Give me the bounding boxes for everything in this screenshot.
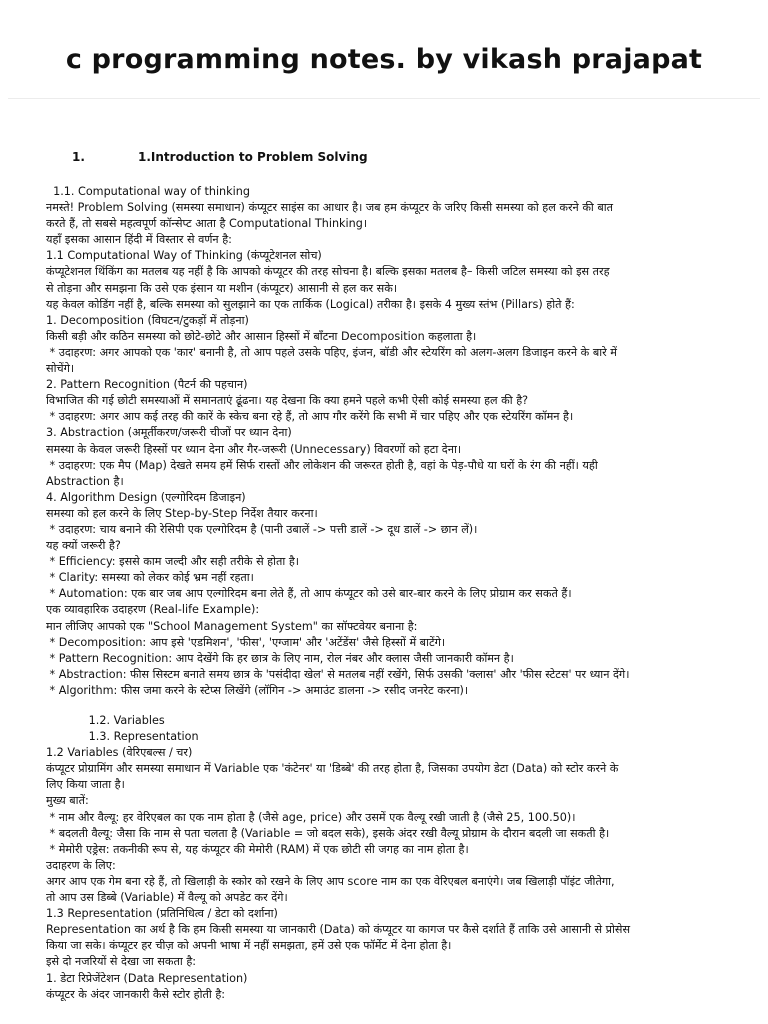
document-title: c programming notes. by vikash prajapat: [65, 44, 703, 75]
document-body: [46, 184, 760, 1003]
text-line: 1.1 Computational Way of Thinking (कंप्यूटेशनल सोच): [46, 249, 322, 263]
text-line: * उदाहरण: अगर आपको एक 'कार' बनानी है, तो आप पहले उसके पहिए, इंजन, बॉडी और स्टेयरिंग को अलग-अलग डिजाइन करने के बारे में: [46, 345, 617, 359]
text-line: * Clarity: समस्या को लेकर कोई भ्रम नहीं रहता।: [46, 571, 254, 585]
text-line: कंप्यूटेशनल थिंकिंग का मतलब यह नहीं है कि आपको कंप्यूटर की तरह सोचना है। बल्कि इसका मतलब है– किसी जटिल समस्या को इस तरह: [46, 265, 610, 279]
text-line: * Pattern Recognition: आप देखेंगे कि हर छात्र के लिए नाम, रोल नंबर और क्लास जैसी जानकारी कॉमन है।: [46, 651, 514, 665]
text-line: कंप्यूटर प्रोग्रामिंग और समस्या समाधान में Variable एक 'कंटेनर' या 'डिब्बे' की तरह होता है, जिसका उपयोग डेटा (Data) को स्टोर करने के: [46, 762, 619, 776]
text-line: * उदाहरण: एक मैप (Map) देखते समय हमें सिर्फ रास्तों और लोकेशन की जरूरत होती है, वहां के पेड़-पौधे या घरों के रंग की नहीं। यही: [46, 458, 598, 472]
section-number: 1.: [72, 150, 85, 164]
text-line: यह क्यों जरूरी है?: [46, 539, 121, 553]
text-line: 1. डेटा रिप्रेजेंटेशन (Data Representation): [46, 971, 248, 985]
text-line: समस्या को हल करने के लिए Step-by-Step निर्देश तैयार करना।: [46, 506, 318, 520]
section-1-1-text: [46, 184, 760, 699]
text-line: लिए किया जाता है।: [46, 778, 125, 792]
text-line: 4. Algorithm Design (एल्गोरिदम डिजाइन): [46, 490, 246, 504]
text-line: नमस्ते! Problem Solving (समस्या समाधान) कंप्यूटर साइंस का आधार है। जब हम कंप्यूटर के जरिए किसी समस्या को हल करने की बात: [46, 201, 614, 215]
text-line: * Algorithm: फीस जमा करने के स्टेप्स लिखेंगे (लॉगिन -> अमाउंट डालना -> रसीद जनरेट करना)।: [46, 683, 469, 697]
text-line: समस्या के केवल जरूरी हिस्सों पर ध्यान देना और गैर-जरूरी (Unnecessary) विवरणों को हटा देना।: [46, 442, 462, 456]
text-line: यह केवल कोडिंग नहीं है, बल्कि समस्या को सुलझाने का एक तार्किक (Logical) तरीका है। इसके 4 मुख्य स्तंभ (Pillars) होते हैं:: [46, 297, 575, 311]
text-line: * बदलती वैल्यू: जैसा कि नाम से पता चलता है (Variable = जो बदल सके), इसके अंदर रखी वैल्यू प्रोग्राम के दौरान बदली जा सकती है।: [46, 826, 610, 840]
text-line: Abstraction है।: [46, 474, 124, 488]
text-line: * Abstraction: फीस सिस्टम बनाते समय छात्र के 'पसंदीदा खेल' से मतलब नहीं रखेंगे, सिर्फ उसकी 'क्लास' और 'फीस स्टेटस' पर ध्यान देंगे।: [46, 667, 630, 681]
text-line: तो आप उस डिब्बे (Variable) में वैल्यू को अपडेट कर देंगे।: [46, 891, 288, 905]
text-line: यहाँ इसका आसान हिंदी में विस्तार से वर्णन है:: [46, 233, 232, 247]
text-line: से तोड़ना और समझना कि उसे एक इंसान या मशीन (कंप्यूटर) आसानी से हल कर सके।: [46, 281, 398, 295]
text-line: करते हैं, तो सबसे महत्वपूर्ण कॉन्सेप्ट आता है Computational Thinking।: [46, 217, 368, 231]
paragraph-gap: [46, 699, 760, 713]
text-line: 2. Pattern Recognition (पैटर्न की पहचान): [46, 378, 248, 392]
text-line: किया जा सके। कंप्यूटर हर चीज़ को अपनी भाषा में नहीं समझता, हमें उसे एक फॉर्मेट में देना होता है।: [46, 939, 452, 953]
text-line: मुख्य बातें:: [46, 794, 89, 808]
text-line: 1.2. Variables: [46, 714, 165, 727]
section-1-2-text: [46, 713, 760, 1003]
text-line: Representation का अर्थ है कि हम किसी समस्या या जानकारी (Data) को कंप्यूटर या कागज पर कैसे दर्शाते हैं ताकि उसे आसानी से प्रोसेस: [46, 923, 631, 937]
text-line: * नाम और वैल्यू: हर वेरिएबल का एक नाम होता है (जैसे age, price) और उसमें एक वैल्यू रखी जाती है (जैसे 25, 100.50)।: [46, 810, 576, 824]
text-line: 3. Abstraction (अमूर्तीकरण/जरूरी चीजों पर ध्यान देना): [46, 426, 292, 440]
text-line: कंप्यूटर के अंदर जानकारी कैसे स्टोर होती है:: [46, 987, 226, 1001]
text-line: * उदाहरण: अगर आप कई तरह की कारें के स्केच बना रहे हैं, तो आप गौर करेंगे कि सभी में चार पहिए और एक स्टेयरिंग कॉमन है।: [46, 410, 574, 424]
text-line: 1.1. Computational way of thinking: [46, 185, 250, 198]
text-line: 1.3 Representation (प्रतिनिधित्व / डेटा को दर्शाना): [46, 907, 278, 921]
text-line: 1.2 Variables (वेरिएबल्स / चर): [46, 746, 193, 760]
text-line: * Automation: एक बार जब आप एल्गोरिदम बना लेते हैं, तो आप कंप्यूटर को उसे बार-बार करने के लिए प्रोग्राम कर सकते हैं।: [46, 587, 572, 601]
text-line: उदाहरण के लिए:: [46, 858, 116, 872]
text-line: 1. Decomposition (विघटन/टुकड़ों में तोड़ना): [46, 313, 249, 327]
text-line: * उदाहरण: चाय बनाने की रेसिपी एक एल्गोरिदम है (पानी उबालें -> पत्ती डालें -> दूध डालें -> छान लें)।: [46, 522, 478, 536]
text-line: मान लीजिए आपको एक "School Management System" का सॉफ्टवेयर बनाना है:: [46, 619, 418, 633]
text-line: एक व्यावहारिक उदाहरण (Real-life Example):: [46, 603, 260, 617]
title-divider: [8, 98, 760, 99]
text-line: विभाजित की गई छोटी समस्याओं में समानताएं ढूंढना। यह देखना कि क्या हमने पहले कभी ऐसी कोई समस्या हल की है?: [46, 394, 529, 408]
text-line: * Decomposition: आप इसे 'एडमिशन', 'फीस', 'एग्जाम' और 'अटेंडेंस' जैसे हिस्सों में बाटेंगे।: [46, 635, 446, 649]
text-line: * Efficiency: इससे काम जल्दी और सही तरीके से होता है।: [46, 555, 300, 569]
text-line: सोचेंगे।: [46, 362, 75, 376]
text-line: * मेमोरी एड्रेस: तकनीकी रूप से, यह कंप्यूटर की मेमोरी (RAM) में एक छोटी सी जगह का नाम होता है।: [46, 842, 469, 856]
text-line: इसे दो नजरियों से देखा जा सकता है:: [46, 955, 197, 969]
text-line: 1.3. Representation: [46, 730, 199, 744]
text-line: अगर आप एक गेम बना रहे हैं, तो खिलाड़ी के स्कोर को रखने के लिए आप score नाम का एक वेरिएबल बनाएंगे। जब खिलाड़ी पॉइंट जीतेगा,: [46, 874, 615, 888]
section-title: 1.Introduction to Problem Solving: [138, 150, 368, 164]
text-line: किसी बड़ी और कठिन समस्या को छोटे-छोटे और आसान हिस्सों में बाँटना Decomposition कहलाता है।: [46, 329, 477, 343]
